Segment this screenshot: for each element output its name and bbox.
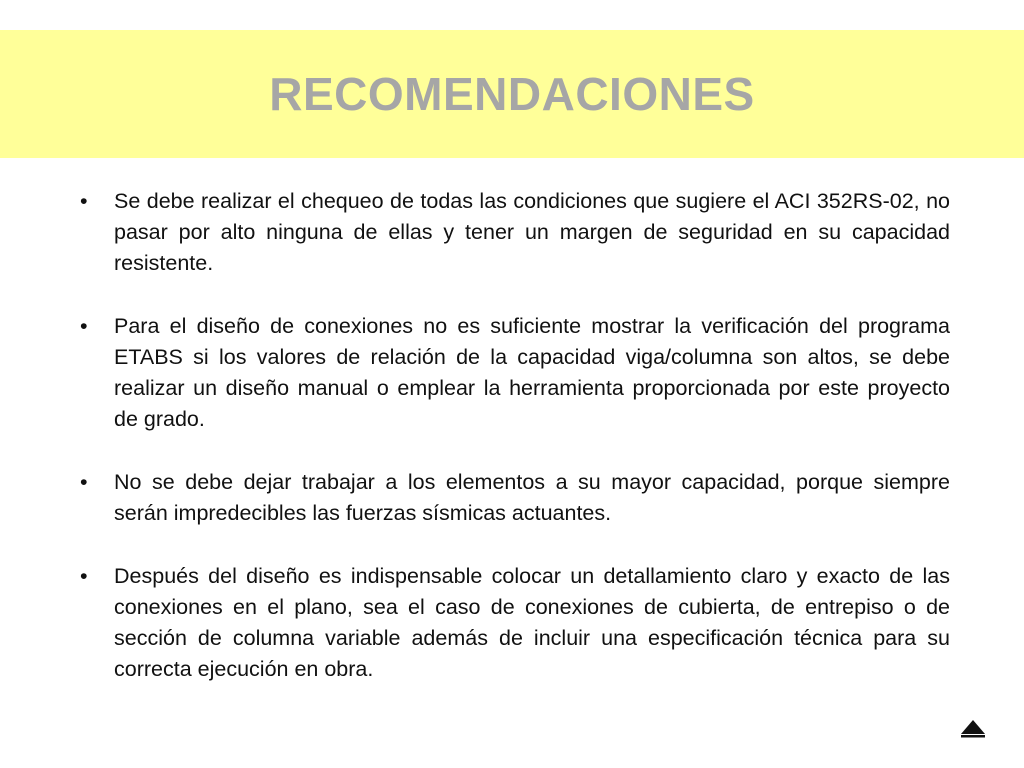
- bullet-text: No se debe dejar trabajar a los elementos a su mayor capacidad, porque siempre serán impredecibles las fuerzas sísmicas actuantes.: [114, 470, 950, 525]
- bullet-text: Se debe realizar el chequeo de todas las condiciones que sugiere el ACI 352RS-02, no pasar por alto ninguna de ellas y tener un margen de seguridad en su capacidad resistente.: [114, 189, 950, 275]
- bullet-marker: •: [80, 564, 88, 588]
- bullet-text: Para el diseño de conexiones no es suficiente mostrar la verificación del programa ETABS si los valores de relación de la capacidad viga/columna son altos, se debe realizar un diseño manual o emplear la herramienta proporcionada por este proyecto de grado.: [114, 314, 950, 431]
- bullet-item-1: [78, 186, 950, 279]
- bullet-list: [78, 186, 950, 717]
- nav-up-button[interactable]: [958, 714, 988, 740]
- bullet-item-4: [78, 561, 950, 685]
- bullet-marker: •: [80, 314, 88, 338]
- bullet-item-3: [78, 467, 950, 529]
- bullet-item-2: [78, 311, 950, 435]
- title-band: [0, 30, 1024, 158]
- bullet-marker: •: [80, 189, 88, 213]
- bullet-marker: •: [80, 470, 88, 494]
- bullet-text: Después del diseño es indispensable colocar un detallamiento claro y exacto de las conexiones en el plano, sea el caso de conexiones de cubierta, de entrepiso o de sección de columna variable además de incluir una especificación técnica para su correcta ejecución en obra.: [114, 564, 950, 681]
- slide-title: RECOMENDACIONES: [269, 68, 755, 120]
- triangle-up-icon: [958, 714, 988, 740]
